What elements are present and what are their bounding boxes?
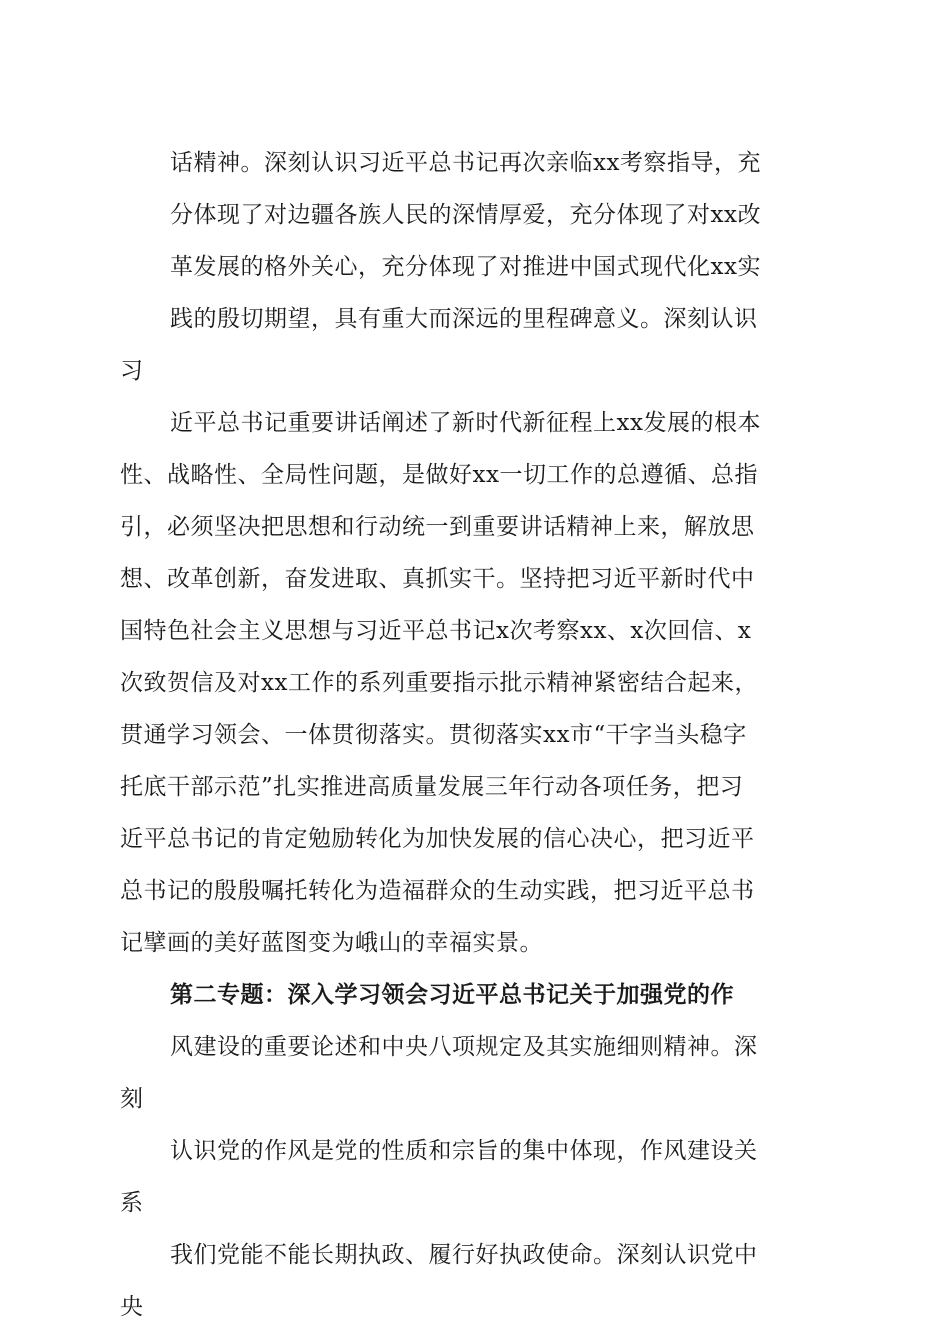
text-line-22: 我们党能不能长期执政、履行好执政使命。深刻认识党中 — [170, 1242, 758, 1268]
text-line-12: 贯通学习领会、一体贯彻落实。贯彻落实xx市“干字当头稳字 — [120, 722, 747, 748]
text-line-9: 想、改革创新，奋发进取、真抓实干。坚持把习近平新时代中 — [120, 566, 755, 592]
text-line-14: 近平总书记的肯定勉励转化为加快发展的信心决心，把习近平 — [120, 826, 755, 852]
text-line-13: 托底干部示范”扎实推进高质量发展三年行动各项任务，把习 — [120, 774, 744, 800]
text-line-19: 刻 — [120, 1086, 144, 1112]
text-line-10: 国特色社会主义思想与习近平总书记x次考察xx、x次回信、x — [120, 618, 752, 644]
text-line-4: 践的殷切期望，具有重大而深远的里程碑意义。深刻认识 — [170, 306, 758, 332]
text-line-11: 次致贺信及对xx工作的系列重要指示批示精神紧密结合起来， — [120, 670, 758, 696]
text-line-18: 风建设的重要论述和中央八项规定及其实施细则精神。深 — [170, 1034, 758, 1060]
text-line-8: 引，必须坚决把思想和行动统一到重要讲话精神上来，解放思 — [120, 514, 755, 540]
text-line-16: 记擘画的美好蓝图变为峨山的幸福实景。 — [120, 930, 543, 956]
text-line-15: 总书记的殷殷嘱托转化为造福群众的生动实践，把习近平总书 — [120, 878, 755, 904]
text-line-3: 革发展的格外关心，充分体现了对推进中国式现代化xx实 — [170, 254, 761, 280]
text-line-7: 性、战略性、全局性问题，是做好xx一切工作的总遵循、总指 — [120, 462, 758, 488]
text-line-20: 认识党的作风是党的性质和宗旨的集中体现，作风建设关 — [170, 1138, 758, 1164]
text-line-1: 话精神。深刻认识习近平总书记再次亲临xx考察指导，充 — [170, 150, 761, 176]
text-line-23: 央 — [120, 1294, 144, 1320]
text-line-6: 近平总书记重要讲话阐述了新时代新征程上xx发展的根本 — [170, 410, 761, 436]
section-heading: 第二专题：深入学习领会习近平总书记关于加强党的作 — [170, 981, 734, 1008]
text-line-21: 系 — [120, 1190, 144, 1216]
text-line-2: 分体现了对边疆各族人民的深情厚爱，充分体现了对xx改 — [170, 202, 761, 228]
text-line-5: 习 — [120, 358, 144, 384]
